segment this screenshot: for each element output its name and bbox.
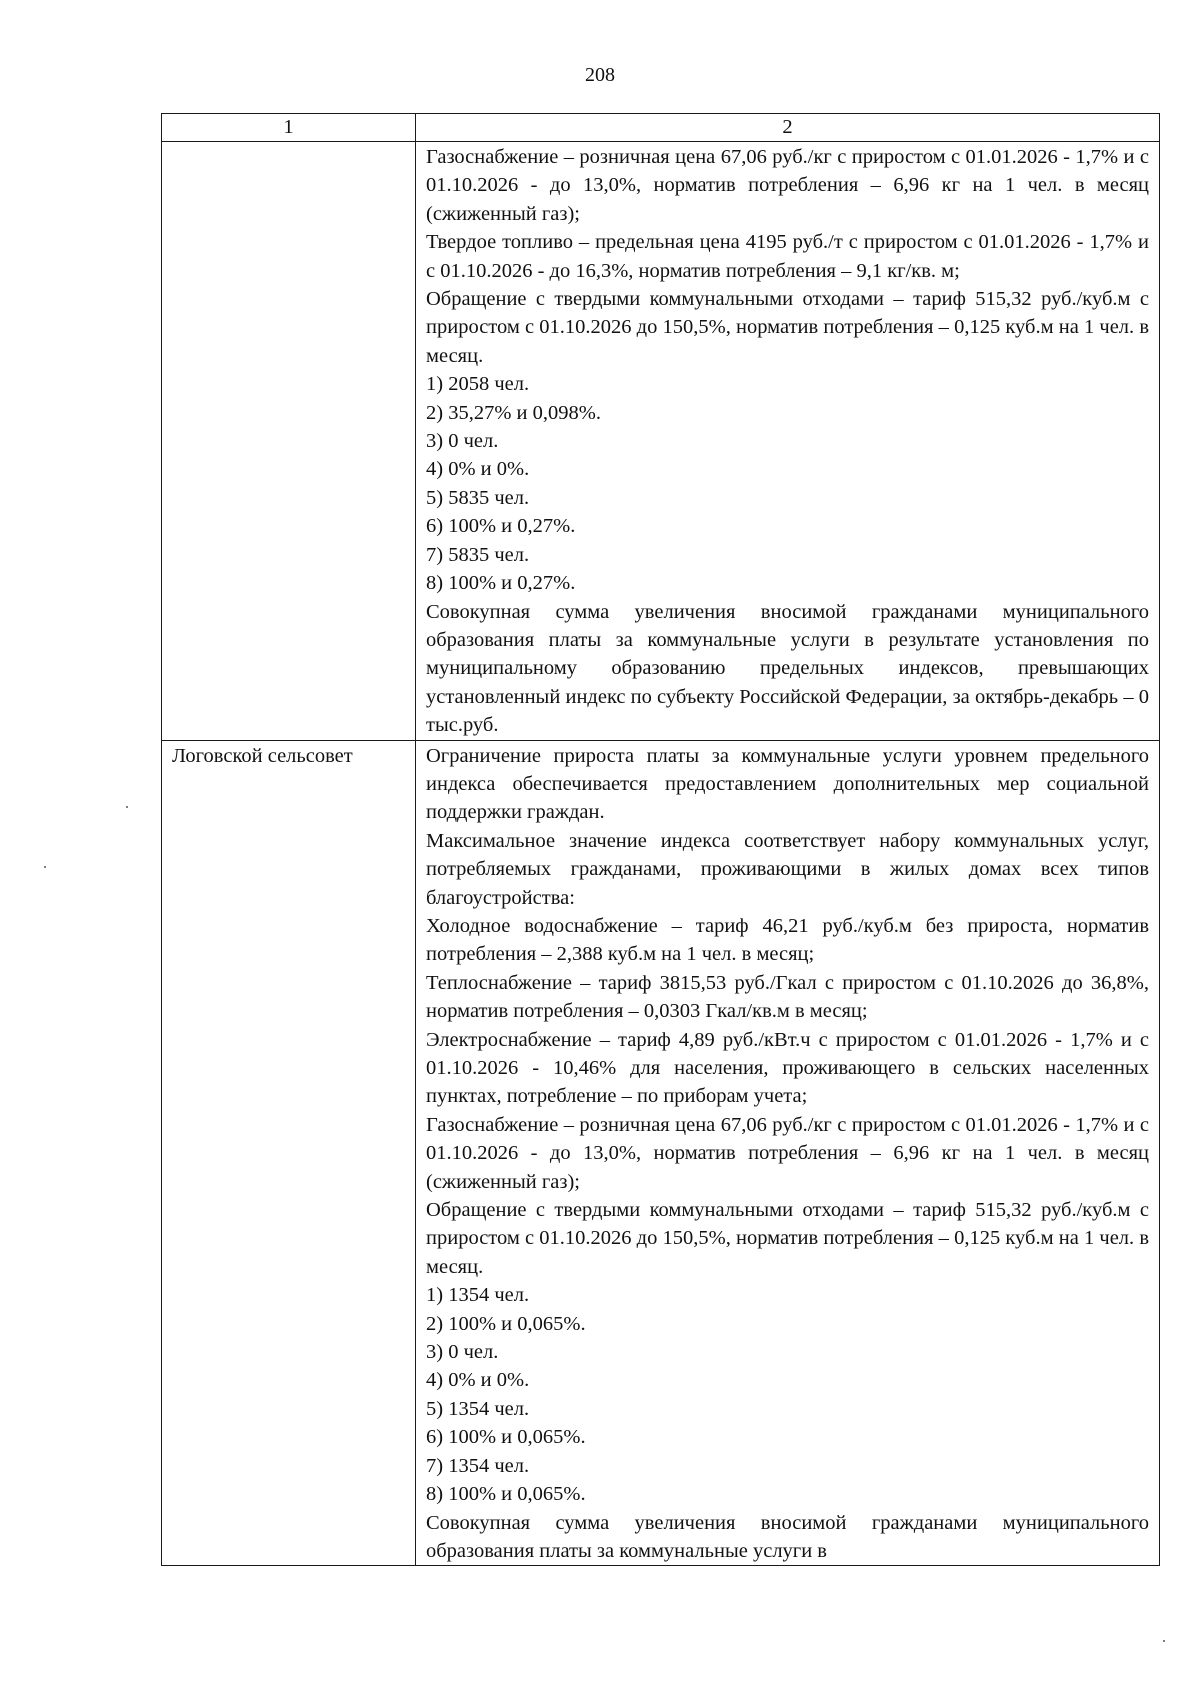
tariff-table [161,113,1160,1566]
indicator-item: 6) 100% и 0,27%. [426,515,576,538]
scan-speck [1163,1640,1165,1642]
column-header-2: 2 [416,114,1160,142]
indicator-item: 1) 2058 чел. [426,373,530,396]
waste-paragraph: Обращение с твердыми коммунальными отходами – тариф 515,32 руб./куб.м с приростом с 01.10.2026 до 150,5%, норматив потребления – 0,125 куб.м на 1 чел. в месяц. [426,1199,1149,1278]
indicator-item: 2) 35,27% и 0,098%. [426,401,601,424]
total-sum-paragraph: Совокупная сумма увеличения вносимой гражданами муниципального образования платы за коммунальные услуги в [426,1511,1149,1562]
indicator-item: 1) 1354 чел. [426,1284,530,1307]
municipality-cell: Логовской сельсовет [162,740,416,1566]
indicator-item: 3) 0 чел. [426,430,499,453]
scan-speck [126,806,128,808]
max-index-paragraph: Максимальное значение индекса соответствует набору коммунальных услуг, потребляемых гражданами, проживающими в жилых домах всех типов благоустройства: [426,829,1149,909]
municipality-cell [162,142,416,741]
indicator-item: 5) 1354 чел. [426,1397,530,1420]
electricity-paragraph: Электроснабжение – тариф 4,89 руб./кВт.ч с приростом с 01.01.2026 - 1,7% и с 01.10.2026 - 10,46% для населения, проживающего в сельских населенных пунктах, потребление – по приборам учета; [426,1028,1149,1108]
solid-fuel-paragraph: Твердое топливо – предельная цена 4195 руб./т с приростом с 01.01.2026 - 1,7% и с 01.10.2026 - до 16,3%, норматив потребления – 9,1 кг/кв. м; [426,231,1149,282]
scan-speck [44,866,46,868]
column-header-1: 1 [162,114,416,142]
table-row [162,142,1160,741]
indicator-item: 4) 0% и 0%. [426,458,530,481]
indicator-item: 3) 0 чел. [426,1341,499,1364]
indicator-item: 5) 5835 чел. [426,486,530,509]
indicator-item: 2) 100% и 0,065%. [426,1312,586,1335]
indicator-item: 7) 1354 чел. [426,1454,530,1477]
indicator-item: 8) 100% и 0,065%. [426,1483,586,1506]
indicator-item: 7) 5835 чел. [426,543,530,566]
gas-supply-paragraph: Газоснабжение – розничная цена 67,06 руб./кг с приростом с 01.01.2026 - 1,7% и с 01.10.2026 - до 13,0%, норматив потребления – 6,96 кг на 1 чел. в месяц (сжиженный газ); [426,146,1149,225]
description-cell [416,740,1160,1566]
page-number: 208 [585,64,615,86]
indicator-item: 6) 100% и 0,065%. [426,1426,586,1449]
waste-paragraph: Обращение с твердыми коммунальными отходами – тариф 515,32 руб./куб.м с приростом с 01.10.2026 до 150,5%, норматив потребления – 0,125 куб.м на 1 чел. в месяц. [426,288,1149,367]
gas-supply-paragraph: Газоснабжение – розничная цена 67,06 руб./кг с приростом с 01.01.2026 - 1,7% и с 01.10.2026 - до 13,0%, норматив потребления – 6,96 кг на 1 чел. в месяц (сжиженный газ); [426,1113,1149,1193]
table-row [162,740,1160,1566]
indicator-item: 8) 100% и 0,27%. [426,572,576,595]
table-header-row [162,114,1160,142]
cold-water-paragraph: Холодное водоснабжение – тариф 46,21 руб./куб.м без прироста, норматив потребления – 2,388 куб.м на 1 чел. в месяц; [426,914,1149,966]
total-sum-paragraph: Совокупная сумма увеличения вносимой гражданами муниципального образования платы за коммунальные услуги в результате установления по муниципальному образованию предельных индексов, превышающих установленный индекс по субъекту Российской Федерации, за октябрь-декабрь – 0 тыс.руб. [426,600,1149,737]
description-cell [416,142,1160,741]
limit-paragraph: Ограничение прироста платы за коммунальные услуги уровнем предельного индекса обеспечивается предоставлением дополнительных мер социальной поддержки граждан. [426,744,1149,824]
heat-supply-paragraph: Теплоснабжение – тариф 3815,53 руб./Гкал с приростом с 01.10.2026 до 36,8%, норматив потребления – 0,0303 Гкал/кв.м в месяц; [426,971,1149,1023]
indicator-item: 4) 0% и 0%. [426,1369,530,1392]
